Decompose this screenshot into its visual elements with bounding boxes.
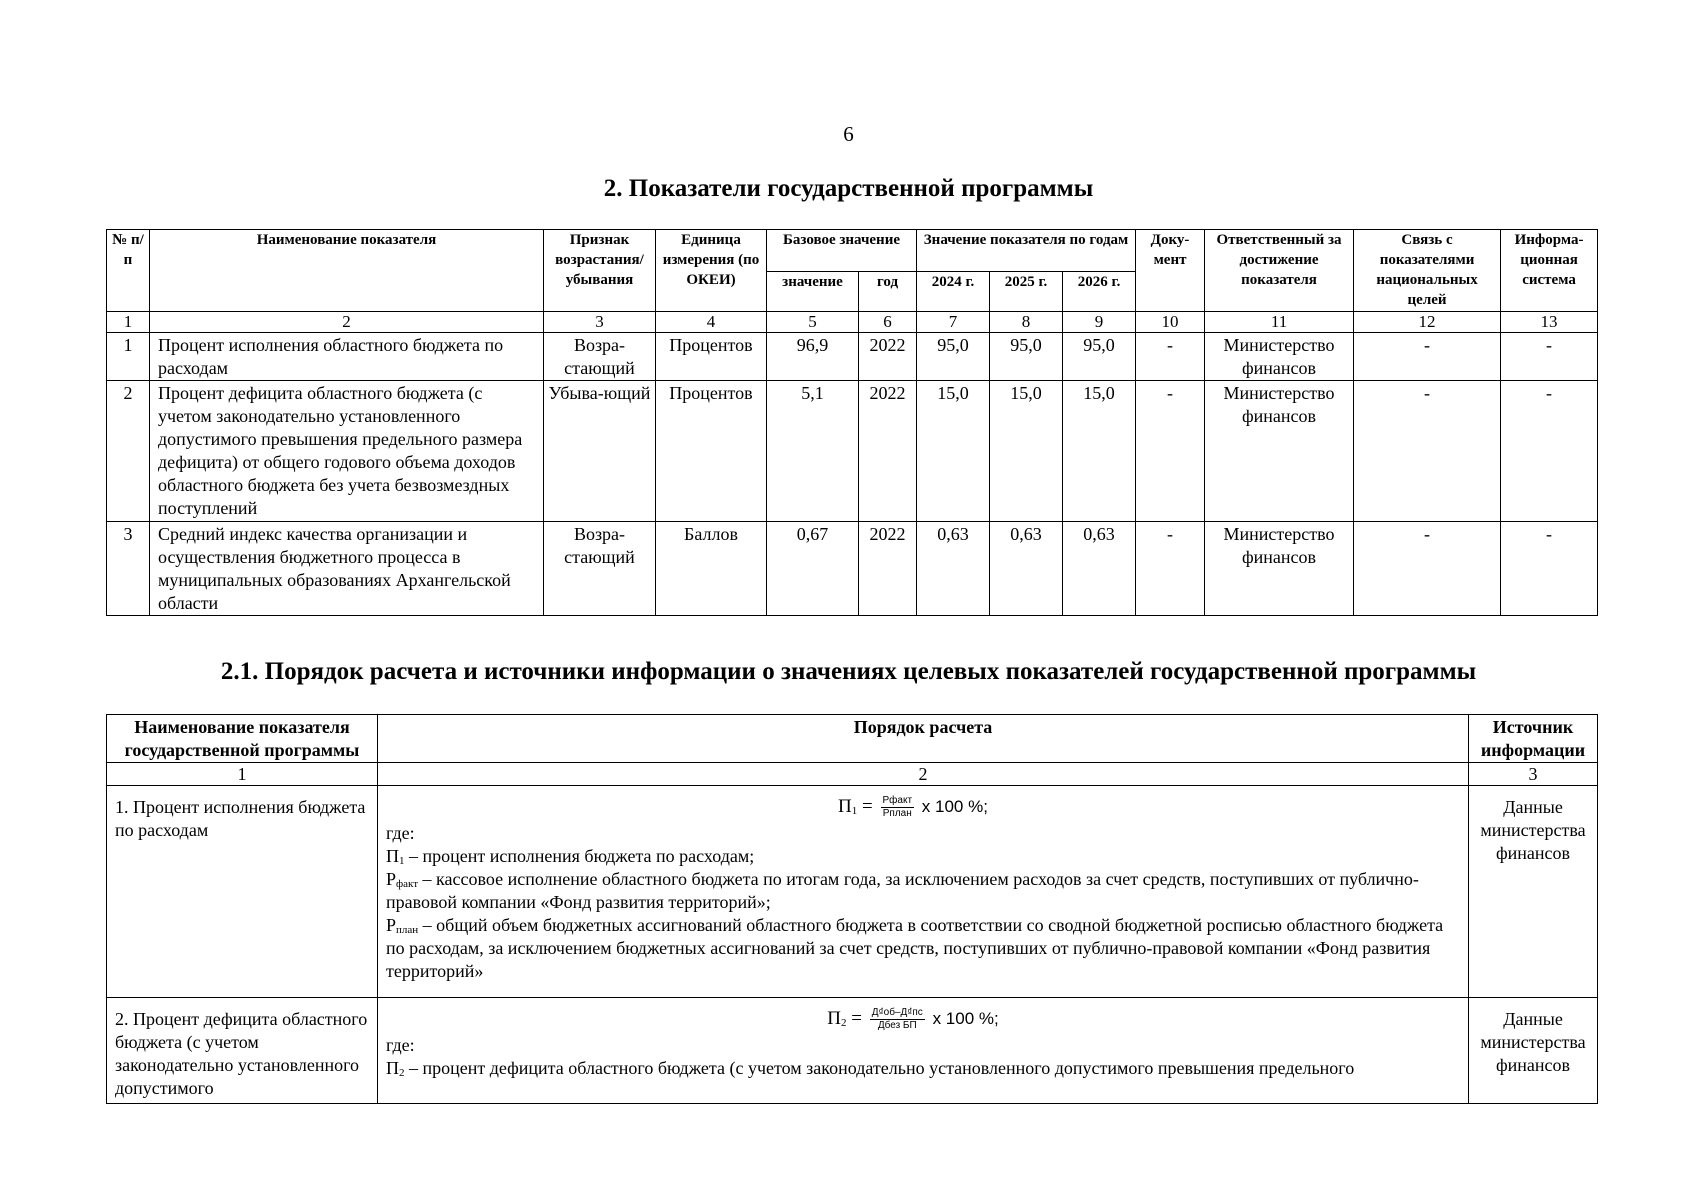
row-resp: Министерство финансов (1205, 522, 1354, 616)
formula: $П_2$ = $\frac{Д₫об-Д₫пс}{\text{Дбез БП}}$ х 100 %; (827, 1007, 999, 1032)
definition-subscript: 2 (399, 1067, 405, 1079)
row-info: - (1501, 381, 1598, 522)
column-number: 1 (107, 312, 150, 333)
header-info: Информа-ционная система (1501, 230, 1598, 312)
header-source: Источник информации (1469, 715, 1598, 763)
column-number: 13 (1501, 312, 1598, 333)
definition-symbol: Р (386, 869, 397, 889)
section-title-calculation: 2.1. Порядок расчета и источники информации о значениях целевых показателей государственной программы (220, 658, 1477, 685)
row-link: - (1354, 333, 1501, 381)
row-sign: Возра-стающий (544, 522, 656, 616)
definition-symbol: П (386, 1058, 399, 1078)
row-2026: 15,0 (1063, 381, 1136, 522)
row-unit: Процентов (656, 333, 767, 381)
table-row (107, 333, 1598, 381)
row-2026: 0,63 (1063, 522, 1136, 616)
column-number: 4 (656, 312, 767, 333)
header-resp: Ответственный за достижение показателя (1205, 230, 1354, 312)
row-2024: 95,0 (917, 333, 990, 381)
row-base-year: 2022 (859, 522, 917, 616)
row-2025: 95,0 (990, 333, 1063, 381)
header-num: № п/п (107, 230, 150, 312)
indicator-name: 2. Процент дефицита областного бюджета (с учетом законодательно установленного допустимого (107, 998, 378, 1104)
row-resp: Министерство финансов (1205, 333, 1354, 381)
row-num: 3 (107, 522, 150, 616)
row-sign: Возра-стающий (544, 333, 656, 381)
formula-tail: х 100 %; (932, 1009, 999, 1028)
row-name: Процент дефицита областного бюджета (с учетом законодательно установленного допустимого превышения предельного размера дефицита) от общего годового объема доходов областного бюджета без учета безвозмездных поступлений (150, 381, 544, 522)
definition (386, 1057, 1460, 1080)
definition-symbol: П (386, 846, 399, 866)
header-base-value: значение (767, 272, 859, 312)
row-base-value: 5,1 (767, 381, 859, 522)
indicators-table (106, 229, 1598, 616)
table-row (107, 381, 1598, 522)
definition-subscript: 1 (399, 855, 405, 867)
header-indicator-name: Наименование показателя государственной программы (107, 715, 378, 763)
column-number: 3 (1469, 763, 1598, 786)
row-base-value: 0,67 (767, 522, 859, 616)
definition (386, 868, 1460, 914)
formula-lhs-sub: 2 (841, 1017, 847, 1029)
definition-text: – процент дефицита областного бюджета (с учетом законодательно установленного допустимого превышения предельного (404, 1058, 1355, 1078)
formula-denominator: Дбез БП (877, 1020, 917, 1032)
header-base: Базовое значение (767, 230, 917, 272)
calculation-method (378, 786, 1469, 998)
row-doc: - (1136, 522, 1205, 616)
column-number: 6 (859, 312, 917, 333)
header-unit: Единица измерения (по ОКЕИ) (656, 230, 767, 312)
formula-fraction (870, 1007, 925, 1032)
definition-text: – кассовое исполнение областного бюджета по итогам года, за исключением расходов за счет средств, поступивших от публично-правовой компании «Фонд развития территорий»; (386, 869, 1419, 912)
table-row (107, 786, 1598, 998)
row-sign: Убыва-ющий (544, 381, 656, 522)
row-2026: 95,0 (1063, 333, 1136, 381)
header-2026: 2026 г. (1063, 272, 1136, 312)
formula-numerator: Рфакт (882, 795, 913, 807)
definition-subscript: факт (396, 878, 419, 890)
column-number: 2 (150, 312, 544, 333)
where-label: где: (386, 1035, 415, 1055)
definition-text: – процент исполнения бюджета по расходам; (404, 846, 755, 866)
definition-text: – общий объем бюджетных ассигнований областного бюджета в соответствии со сводной бюджетной росписью областного бюджета по расходам, за исключением бюджетных ассигнований за счет средств, поступивших от публично-правовой компании «Фонд развития территорий» (386, 915, 1444, 981)
row-base-value: 96,9 (767, 333, 859, 381)
row-base-year: 2022 (859, 333, 917, 381)
column-number: 3 (544, 312, 656, 333)
formula-denominator: Рплан (882, 808, 912, 820)
header-2024: 2024 г. (917, 272, 990, 312)
row-num: 2 (107, 381, 150, 522)
header-link: Связь с показателями национальных целей (1354, 230, 1501, 312)
formula-lhs-sub: 1 (851, 805, 858, 817)
row-link: - (1354, 381, 1501, 522)
table-row (107, 998, 1598, 1104)
definition (386, 845, 1460, 868)
page-number: 6 (843, 122, 854, 146)
where-label: где: (386, 823, 415, 843)
row-base-year: 2022 (859, 381, 917, 522)
definition (386, 914, 1460, 983)
header-name: Наименование показателя (150, 230, 544, 312)
row-doc: - (1136, 333, 1205, 381)
calculation-table (106, 714, 1598, 1104)
row-2024: 0,63 (917, 522, 990, 616)
column-number-row (107, 312, 1598, 333)
information-source: Данные министерства финансов (1469, 786, 1598, 998)
column-number: 12 (1354, 312, 1501, 333)
formula-lhs: П (827, 1008, 842, 1029)
header-doc: Доку-мент (1136, 230, 1205, 312)
header-2025: 2025 г. (990, 272, 1063, 312)
header-sign: Признак возрастания/ убывания (544, 230, 656, 312)
row-2024: 15,0 (917, 381, 990, 522)
row-info: - (1501, 333, 1598, 381)
header-calculation: Порядок расчета (378, 715, 1469, 763)
row-name: Средний индекс качества организации и осуществления бюджетного процесса в муниципальных образованиях Архангельской области (150, 522, 544, 616)
column-number: 2 (378, 763, 1469, 786)
table-row (107, 522, 1598, 616)
header-values: Значение показателя по годам (917, 230, 1136, 272)
formula: $П_1$ = $\frac{\text{Рфакт}}{\text{Рплан}}$ х 100 %; (838, 795, 988, 820)
column-number: 11 (1205, 312, 1354, 333)
column-number: 1 (107, 763, 378, 786)
section-title-indicators: 2. Показатели государственной программы (603, 175, 1094, 202)
column-number: 9 (1063, 312, 1136, 333)
row-name: Процент исполнения областного бюджета по расходам (150, 333, 544, 381)
calculation-method (378, 998, 1469, 1104)
column-number-row (107, 763, 1598, 786)
formula-lhs: П (838, 796, 852, 817)
row-2025: 0,63 (990, 522, 1063, 616)
column-number: 8 (990, 312, 1063, 333)
definition-symbol: Р (386, 915, 397, 935)
header-base-year: год (859, 272, 917, 312)
row-doc: - (1136, 381, 1205, 522)
row-2025: 15,0 (990, 381, 1063, 522)
row-unit: Процентов (656, 381, 767, 522)
definition-subscript: план (396, 924, 419, 936)
information-source: Данные министерства финансов (1469, 998, 1598, 1104)
row-resp: Министерство финансов (1205, 381, 1354, 522)
formula-tail: х 100 %; (921, 797, 988, 816)
column-number: 7 (917, 312, 990, 333)
row-num: 1 (107, 333, 150, 381)
indicator-name: 1. Процент исполнения бюджета по расходам (107, 786, 378, 998)
row-link: - (1354, 522, 1501, 616)
row-info: - (1501, 522, 1598, 616)
formula-fraction (881, 795, 915, 820)
column-number: 10 (1136, 312, 1205, 333)
formula-numerator: Д₫об–Д₫пс (871, 1007, 923, 1019)
column-number: 5 (767, 312, 859, 333)
row-unit: Баллов (656, 522, 767, 616)
